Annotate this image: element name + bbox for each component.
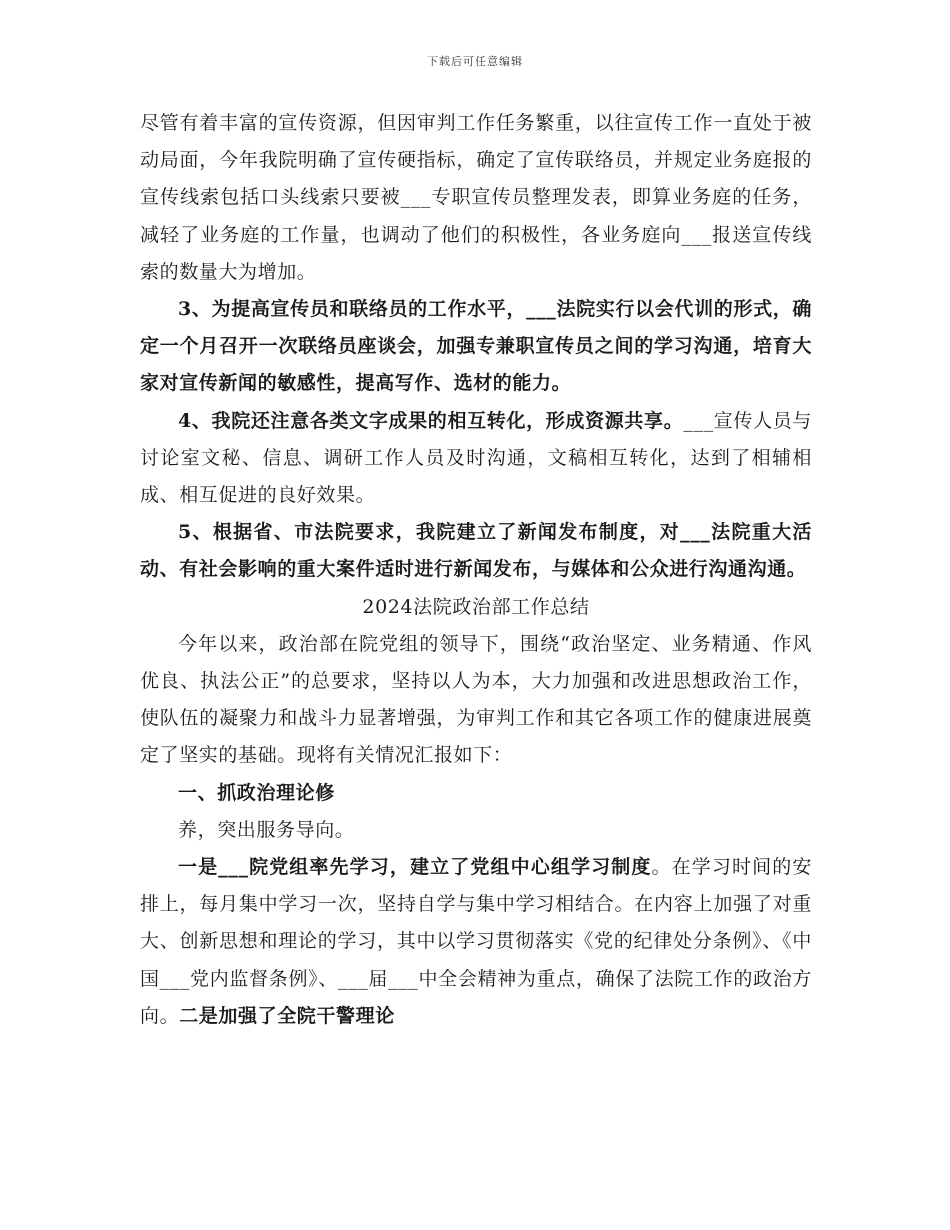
paragraph-item-5: 5、根据省、市法院要求，我院建立了新闻发布制度，对___法院重大活动、有社会影响的重大案件适时进行新闻发布，与媒体和公众进行沟通沟通。 [140, 521, 812, 581]
paragraph-item-4 [140, 403, 812, 515]
study-system-text: 。在学习时间的安排上，每月集中学习一次，坚持自学与集中学习相结合。在内容上加强了对重大、创新思想和理论的学习，其中以学习贯彻落实《党的纪律处分条例》、《中国___党内监督条例》、___届___中全会精神为重点，确保了法院工作的政治方向。 [140, 856, 812, 1027]
study-system-bold-lead: 一是___院党组率先学习，建立了党组中心组学习制度 [178, 856, 652, 879]
study-system-bold-tail: 二是加强了全院干警理论 [179, 1004, 395, 1027]
paragraph-study-system [140, 849, 812, 1035]
paragraph-publicity-resources: 尽管有着丰富的宣传资源，但因审判工作任务繁重，以往宣传工作一直处于被动局面，今年我院明确了宣传硬指标，确定了宣传联络员，并规定业务庭报的宣传线索包括口头线索只要被___专职宣传员整理发表，即算业务庭的任务，减轻了业务庭的工作量，也调动了他们的积极性，各业务庭向___报送宣传线索的数量大为增加。 [140, 112, 812, 283]
document-body [140, 105, 812, 1035]
document-title: 2024法院政治部工作总结 [362, 595, 590, 618]
section-heading-1-continuation: 养，突出服务导向。 [178, 818, 355, 841]
item-4-text: ___宣传人员与讨论室文秘、信息、调研工作人员及时沟通，文稿相互转化，达到了相辅相成、相互促进的良好效果。 [140, 409, 812, 507]
paragraph-intro: 今年以来，政治部在院党组的领导下，围绕“政治坚定、业务精通、作风优良、执法公正”的总要求，坚持以人为本，大力加强和改进思想政治工作，使队伍的凝聚力和战斗力显著增强，为审判工作和其它各项工作的健康进展奠定了坚实的基础。现将有关情况汇报如下： [140, 632, 812, 767]
page-header: 下载后可任意编辑 [427, 55, 523, 68]
section-heading-1: 一、抓政治理论修 [178, 781, 335, 804]
item-4-bold-text: 4、我院还注意各类文字成果的相互转化，形成资源共享。 [178, 409, 684, 432]
paragraph-item-3: 3、为提高宣传员和联络员的工作水平，___法院实行以会代训的形式，确定一个月召开一次联络员座谈会，加强专兼职宣传员之间的学习沟通，培育大家对宣传新闻的敏感性，提高写作、选材的能力。 [140, 298, 812, 395]
